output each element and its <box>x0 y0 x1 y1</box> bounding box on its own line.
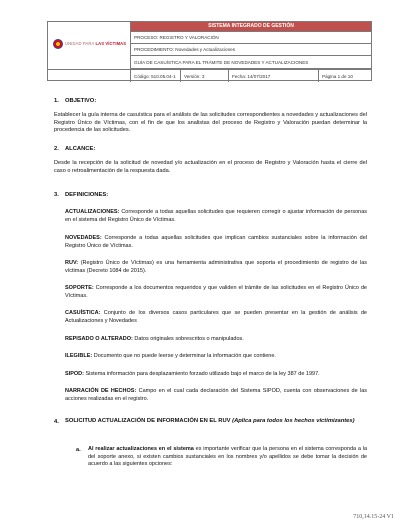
page-number-cell: Página 1 de 10 <box>322 74 353 79</box>
process-row: PROCESO: REGISTRO Y VALORACIÓN <box>131 31 371 44</box>
definition-narracion: NARRACIÓN DE HECHOS: Campo en el cual cada declaración del Sistema SIPOD, cuenta con observaciones de las acciones realizadas en el registro. <box>65 388 368 402</box>
footer-code: 710,14.15-24 V1 <box>353 514 394 520</box>
item-a-label: a. <box>76 447 81 453</box>
definition-ruv: RUV: (Registro Único de Víctimas) es una herramienta administrativa que soporta el procedimiento de registro de las víctimas (Decreto 1084 de 2015). <box>65 260 367 274</box>
meta-row <box>48 69 371 82</box>
section-1-text: Establecer la guía interna de casuística para el análisis de las solicitudes correspondientes a novedades y actualizaciones del Registro Único de Víctimas, con el fin de que los analistas del proceso de Registro y Valoración puedan determinar la procedencia de las solicitudes. <box>54 112 367 134</box>
section-2-number: 2. <box>54 146 59 152</box>
header-table <box>47 21 372 81</box>
system-title: SISTEMA INTEGRADO DE GESTIÓN <box>131 22 371 32</box>
section-2-title: ALCANCE: <box>65 146 96 152</box>
section-4-number: 4. <box>54 419 59 425</box>
procedure-row: PROCEDIMIENTO: Novedades y Actualizaciones <box>131 44 371 56</box>
logo-cell <box>48 22 131 69</box>
definition-repisado: REPISADO O ALTERADO: Datos originales sobrescritos o manipulados. <box>65 336 244 342</box>
definition-sipod: SIPOD: Sistema información para desplazamiento forzado utilizado bajo el marco de la ley 387 de 1997. <box>65 371 320 377</box>
item-a-text: Al realizar actualizaciones en el sistema es importante verificar que la persona en el sistema corresponda a la del soporte anexo, si existen cambios sustanciales en los nombres y/o apellidos se debe tomar la decisión de acuerdo a las siguientes opciones: <box>88 446 367 468</box>
version-cell: Versión: 3 <box>181 70 229 82</box>
code-cell: Código: 510.05.04-1 <box>131 70 181 82</box>
section-2-text: Desde la recepción de la solicitud de novedad y/o actualización en el proceso de Registro y Valoración hasta el cierre del caso o retroalimentación de la respuesta dada. <box>54 160 367 174</box>
definition-soporte: SOPORTE: Corresponde a los documentos requeridos y que validen el trámite de las solicitudes en el Registro Único de Víctimas. <box>65 285 367 299</box>
definition-novedades: NOVEDADES: Corresponde a todas aquellas solicitudes que implican cambios sustanciales sobre la información del Registro Único de Víctimas. <box>65 235 367 249</box>
definition-ilegible: ILEGIBLE: Documento que no puede leerse y determinar la información que contiene. <box>65 353 276 359</box>
section-4-title: SOLICITUD ACTUALIZACIÓN DE INFORMACIÓN EN EL RUV (Aplica para todos los hechos victimizantes) <box>65 418 355 424</box>
section-3-number: 3. <box>54 192 59 198</box>
section-3-title: DEFINICIONES: <box>65 192 109 198</box>
coat-of-arms-icon <box>53 39 63 49</box>
section-1-number: 1. <box>54 98 59 104</box>
date-cell: Fecha: 14/07/2017 <box>229 70 319 82</box>
logo-text: UNIDAD PARA LAS VÍCTIMAS <box>65 41 127 46</box>
section-1-title: OBJETIVO: <box>65 98 97 104</box>
definition-casuistica: CASUÍSTICA: Conjunto de los diversos casos particulares que se pueden presentar en la gestión de análisis de Actualizaciones y Novedades <box>65 310 367 324</box>
definition-actualizaciones: ACTUALIZACIONES: Corresponde a todas aquellas solicitudes que requieren corregir o ajustar información de personas en el sistema del Registro Único de Víctimas. <box>65 209 367 223</box>
guide-row: GUÍA DE CASUÍSTICA PARA EL TRÁMITE DE NOVEDADES Y ACTUALIZACIONES <box>131 56 371 69</box>
